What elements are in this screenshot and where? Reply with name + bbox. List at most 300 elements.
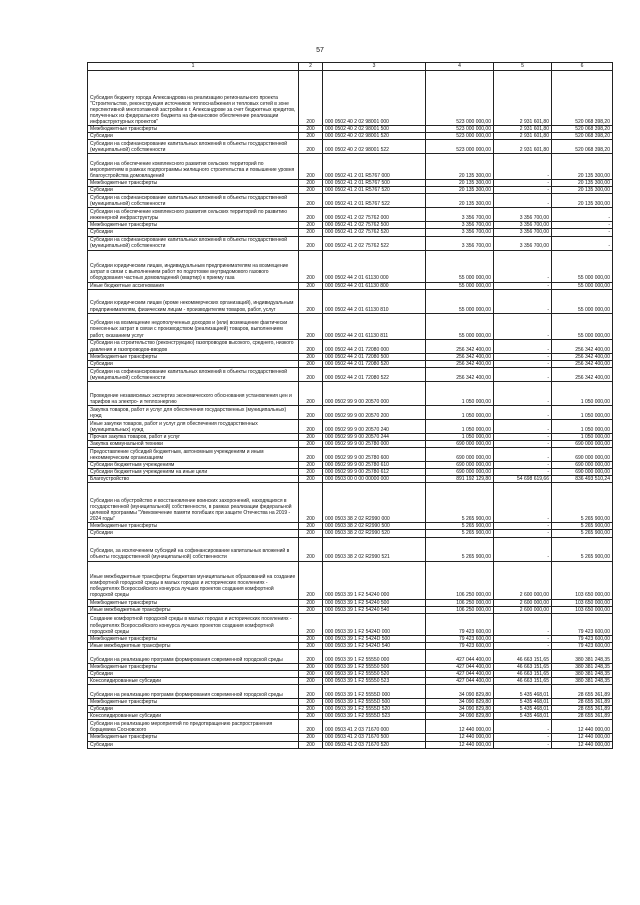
table-row	[88, 126, 613, 133]
row-budget-code: 000 0502 44 2 01 72080 000	[323, 339, 426, 353]
row-remaining-amount: 520 068 398,20	[552, 140, 613, 154]
row-remaining-amount: 690 000 000,00	[552, 462, 613, 469]
row-name: Субсидия бюджету города Александрова на реализацию регионального проекта "Строительство, реконструкция источников теплоснабжения и тепловых сетей в зоне перспективной многоэтажной застройки в г. Александрове за счет бюджетных кредитов, полученных из федерального бюджета на финансовое обеспечение реализации инфраструктурных проектов"	[88, 71, 299, 126]
row-approved-amount: 1 050 000,00	[426, 405, 494, 419]
row-grbs-code: 200	[299, 236, 323, 250]
row-grbs-code: 200	[299, 405, 323, 419]
row-budget-code: 000 0502 99 9 00 20570 000	[323, 381, 426, 405]
row-grbs-code: 200	[299, 194, 323, 208]
row-grbs-code: 200	[299, 706, 323, 713]
table-row	[88, 670, 613, 677]
row-budget-code: 000 0503 39 1 F2 5555D 523	[323, 713, 426, 720]
table-row	[88, 537, 613, 561]
row-approved-amount: 5 265 900,00	[426, 523, 494, 530]
row-budget-code: 000 0502 99 9 00 25780 600	[323, 448, 426, 462]
row-grbs-code: 200	[299, 360, 323, 367]
row-name: Проведение независимых экспертиз экономического обоснования установления цен и тарифов на электро- и теплоэнергию	[88, 381, 299, 405]
row-approved-amount: 55 000 000,00	[426, 289, 494, 313]
row-budget-code: 000 0502 44 2 01 72080 522	[323, 367, 426, 381]
row-remaining-amount: 836 493 510,24	[552, 476, 613, 483]
row-grbs-code: 200	[299, 187, 323, 194]
row-approved-amount: 523 000 000,00	[426, 71, 494, 126]
table-row	[88, 685, 613, 699]
row-grbs-code: 200	[299, 649, 323, 663]
row-remaining-amount: 20 135 300,00	[552, 180, 613, 187]
table-row	[88, 367, 613, 381]
row-budget-code: 000 0502 44 2 01 72080 520	[323, 360, 426, 367]
row-budget-code: 000 0502 40 2 02 98001 522	[323, 140, 426, 154]
row-executed-amount: -	[494, 741, 552, 748]
table-row	[88, 133, 613, 140]
row-executed-amount: -	[494, 530, 552, 537]
row-name: Субсидии на реализацию программ формирования современной городской среды	[88, 685, 299, 699]
row-remaining-amount: 55 000 000,00	[552, 282, 613, 289]
row-budget-code: 000 0502 99 9 00 25780 612	[323, 469, 426, 476]
row-budget-code: 000 0503 39 1 F2 5424D 540	[323, 642, 426, 649]
row-remaining-amount: 12 440 000,00	[552, 741, 613, 748]
row-name: Субсидии на софинансирование капитальных вложений в объекты государственной (муниципальной) собственности	[88, 367, 299, 381]
row-grbs-code: 200	[299, 530, 323, 537]
row-approved-amount: 79 423 600,00	[426, 613, 494, 635]
row-name: Межбюджетные трансферты	[88, 599, 299, 606]
table-row	[88, 706, 613, 713]
row-name: Субсидии	[88, 229, 299, 236]
row-name: Субсидии	[88, 741, 299, 748]
row-name: Создание комфортной городской среды в малых городах и исторических поселениях - победителях Всероссийского конкурса лучших проектов создания комфортной городской среды	[88, 613, 299, 635]
row-executed-amount: 2 931 601,80	[494, 71, 552, 126]
row-remaining-amount: 520 068 398,20	[552, 126, 613, 133]
row-executed-amount: -	[494, 180, 552, 187]
table-row	[88, 208, 613, 222]
header-col-5: 5	[494, 63, 552, 71]
row-remaining-amount: 20 135 300,00	[552, 154, 613, 180]
row-budget-code: 000 0502 99 9 00 25780 610	[323, 462, 426, 469]
row-budget-code: 000 0502 41 2 01 R5767 000	[323, 154, 426, 180]
row-name: Благоустройство	[88, 476, 299, 483]
table-row	[88, 433, 613, 440]
row-name: Иные межбюджетные трансферты	[88, 606, 299, 613]
row-name: Предоставление субсидий бюджетным, автономным учреждениям и иным некоммерческим организациям	[88, 448, 299, 462]
row-approved-amount: 55 000 000,00	[426, 282, 494, 289]
row-remaining-amount: 690 000 000,00	[552, 448, 613, 462]
row-budget-code: 000 0503 39 1 F2 5555D 520	[323, 706, 426, 713]
row-budget-code: 000 0503 41 2 03 71670 500	[323, 734, 426, 741]
table-row	[88, 360, 613, 367]
row-executed-amount: 46 663 151,65	[494, 649, 552, 663]
row-grbs-code: 200	[299, 71, 323, 126]
table-row	[88, 448, 613, 462]
table-row	[88, 713, 613, 720]
row-name: Межбюджетные трансферты	[88, 663, 299, 670]
row-grbs-code: 200	[299, 561, 323, 599]
row-remaining-amount: 28 655 361,89	[552, 685, 613, 699]
table-row	[88, 187, 613, 194]
row-name: Субсидии на софинансирование капитальных вложений в объекты государственной (муниципальной) собственности	[88, 236, 299, 250]
row-approved-amount: 12 440 000,00	[426, 720, 494, 734]
row-approved-amount: 34 090 829,80	[426, 713, 494, 720]
row-remaining-amount: 20 135 300,00	[552, 194, 613, 208]
row-approved-amount: 12 440 000,00	[426, 741, 494, 748]
row-executed-amount: -	[494, 523, 552, 530]
row-grbs-code: 200	[299, 313, 323, 339]
row-executed-amount: -	[494, 194, 552, 208]
row-executed-amount: -	[494, 187, 552, 194]
row-executed-amount: 3 356 700,00	[494, 208, 552, 222]
row-name: Закупка товаров, работ и услуг для обеспечения государственных (муниципальных) нужд	[88, 405, 299, 419]
row-approved-amount: 3 356 700,00	[426, 229, 494, 236]
row-name: Иные межбюджетные трансферты	[88, 642, 299, 649]
row-budget-code: 000 0502 41 2 02 75762 000	[323, 208, 426, 222]
row-budget-code: 000 0502 44 2 01 61130 811	[323, 313, 426, 339]
row-grbs-code: 200	[299, 367, 323, 381]
row-remaining-amount: 28 655 361,89	[552, 706, 613, 713]
row-approved-amount: 891 192 129,80	[426, 476, 494, 483]
row-budget-code: 000 0503 39 1 F2 55550 000	[323, 649, 426, 663]
row-approved-amount: 690 000 000,00	[426, 440, 494, 447]
row-name: Межбюджетные трансферты	[88, 353, 299, 360]
row-executed-amount: -	[494, 537, 552, 561]
row-executed-amount: -	[494, 462, 552, 469]
row-executed-amount: -	[494, 313, 552, 339]
row-approved-amount: 20 135 300,00	[426, 194, 494, 208]
row-approved-amount: 690 000 000,00	[426, 469, 494, 476]
row-approved-amount: 20 135 300,00	[426, 154, 494, 180]
table-row	[88, 250, 613, 282]
row-name: Субсидии на реализацию мероприятий по предотвращению распространения борщевика Сосновского	[88, 720, 299, 734]
row-remaining-amount: 256 342 400,00	[552, 339, 613, 353]
table-row	[88, 720, 613, 734]
row-executed-amount: 2 931 601,80	[494, 133, 552, 140]
row-grbs-code: 200	[299, 523, 323, 530]
row-remaining-amount: 28 655 361,89	[552, 713, 613, 720]
row-budget-code: 000 0503 39 1 F2 54240 000	[323, 561, 426, 599]
row-executed-amount: -	[494, 483, 552, 523]
row-name: Субсидии бюджетным учреждениям на иные цели	[88, 469, 299, 476]
row-grbs-code: 200	[299, 419, 323, 433]
row-budget-code: 000 0503 39 1 F2 55550 500	[323, 663, 426, 670]
page-number: 57	[316, 47, 324, 54]
table-row	[88, 599, 613, 606]
row-approved-amount: 3 356 700,00	[426, 236, 494, 250]
row-remaining-amount: -	[552, 208, 613, 222]
row-approved-amount: 5 265 900,00	[426, 483, 494, 523]
budget-table	[87, 62, 613, 749]
row-executed-amount: 46 663 151,65	[494, 678, 552, 685]
row-approved-amount: 79 423 600,00	[426, 635, 494, 642]
row-budget-code: 000 0503 38 2 02 R2990 520	[323, 530, 426, 537]
row-approved-amount: 106 250 000,00	[426, 606, 494, 613]
row-approved-amount: 5 265 900,00	[426, 530, 494, 537]
row-remaining-amount: 1 050 000,00	[552, 405, 613, 419]
row-remaining-amount: 55 000 000,00	[552, 313, 613, 339]
row-name: Субсидии	[88, 670, 299, 677]
row-grbs-code: 200	[299, 537, 323, 561]
row-name: Субсидии	[88, 360, 299, 367]
row-approved-amount: 523 000 000,00	[426, 133, 494, 140]
row-remaining-amount: 256 342 400,00	[552, 353, 613, 360]
row-executed-amount: 46 663 151,65	[494, 670, 552, 677]
row-approved-amount: 3 356 700,00	[426, 208, 494, 222]
row-remaining-amount: 79 423 600,00	[552, 635, 613, 642]
table-row	[88, 313, 613, 339]
table-row	[88, 561, 613, 599]
row-budget-code: 000 0503 39 1 F2 5555D 500	[323, 699, 426, 706]
table-row	[88, 699, 613, 706]
row-remaining-amount: 103 650 000,00	[552, 561, 613, 599]
table-row	[88, 194, 613, 208]
row-grbs-code: 200	[299, 720, 323, 734]
row-name: Межбюджетные трансферты	[88, 126, 299, 133]
row-executed-amount: -	[494, 289, 552, 313]
row-grbs-code: 200	[299, 208, 323, 222]
row-name: Межбюджетные трансферты	[88, 734, 299, 741]
row-grbs-code: 200	[299, 440, 323, 447]
row-name: Субсидии, за исключением субсидий на софинансирование капитальных вложений в объекты государственной (муниципальной) собственности	[88, 537, 299, 561]
row-remaining-amount: 520 068 398,20	[552, 71, 613, 126]
table-row	[88, 180, 613, 187]
table-row	[88, 236, 613, 250]
row-remaining-amount: 55 000 000,00	[552, 250, 613, 282]
row-remaining-amount: 5 265 900,00	[552, 523, 613, 530]
table-row	[88, 613, 613, 635]
row-approved-amount: 34 090 829,80	[426, 685, 494, 699]
row-approved-amount: 20 135 300,00	[426, 180, 494, 187]
row-remaining-amount: 28 655 361,89	[552, 699, 613, 706]
row-budget-code: 000 0502 99 9 00 20570 200	[323, 405, 426, 419]
row-executed-amount: -	[494, 282, 552, 289]
table-row	[88, 282, 613, 289]
row-budget-code: 000 0502 44 2 01 72080 500	[323, 353, 426, 360]
row-approved-amount: 427 044 400,00	[426, 649, 494, 663]
table-row	[88, 678, 613, 685]
table-body	[88, 71, 613, 749]
row-executed-amount: 2 931 601,80	[494, 126, 552, 133]
row-name: Иные межбюджетные трансферты бюджетам муниципальных образований на создание комфортной городской среды в малых городах и исторических поселениях - победителях Всероссийского конкурса лучших проектов создания комфортной городской среды	[88, 561, 299, 599]
row-executed-amount: -	[494, 642, 552, 649]
row-grbs-code: 200	[299, 476, 323, 483]
row-budget-code: 000 0502 40 2 02 98001 500	[323, 126, 426, 133]
table-row	[88, 523, 613, 530]
row-executed-amount: -	[494, 440, 552, 447]
row-executed-amount: -	[494, 448, 552, 462]
row-approved-amount: 256 342 400,00	[426, 367, 494, 381]
row-budget-code: 000 0502 99 9 00 25780 000	[323, 440, 426, 447]
row-executed-amount: -	[494, 635, 552, 642]
row-approved-amount: 55 000 000,00	[426, 250, 494, 282]
table-row	[88, 663, 613, 670]
row-executed-amount: 46 663 151,65	[494, 663, 552, 670]
row-name: Субсидии	[88, 133, 299, 140]
row-remaining-amount: 520 068 398,20	[552, 133, 613, 140]
row-grbs-code: 200	[299, 250, 323, 282]
row-name: Иные закупки товаров, работ и услуг для обеспечения государственных (муниципальных) нужд	[88, 419, 299, 433]
row-name: Субсидии на возмещение недополученных доходов и (или) возмещение фактически понесенных затрат в связи с производством (реализацией) товаров, выполнением работ, оказанием услуг	[88, 313, 299, 339]
row-approved-amount: 523 000 000,00	[426, 126, 494, 133]
row-grbs-code: 200	[299, 222, 323, 229]
row-name: Прочая закупка товаров, работ и услуг	[88, 433, 299, 440]
row-grbs-code: 200	[299, 469, 323, 476]
row-approved-amount: 5 265 900,00	[426, 537, 494, 561]
row-grbs-code: 200	[299, 448, 323, 462]
table-row	[88, 339, 613, 353]
row-executed-amount: -	[494, 419, 552, 433]
row-name: Субсидии на строительство (реконструкцию) газопроводов высокого, среднего, низкого давления и газопроводов-вводов	[88, 339, 299, 353]
row-grbs-code: 200	[299, 613, 323, 635]
row-grbs-code: 200	[299, 734, 323, 741]
row-remaining-amount: 5 265 900,00	[552, 530, 613, 537]
row-grbs-code: 200	[299, 154, 323, 180]
row-executed-amount: -	[494, 405, 552, 419]
row-remaining-amount: 55 000 000,00	[552, 289, 613, 313]
row-executed-amount: 3 356 700,00	[494, 229, 552, 236]
row-budget-code: 000 0503 39 1 F2 55550 520	[323, 670, 426, 677]
row-approved-amount: 106 250 000,00	[426, 561, 494, 599]
row-remaining-amount: 1 050 000,00	[552, 433, 613, 440]
row-budget-code: 000 0502 41 2 02 75762 520	[323, 229, 426, 236]
row-remaining-amount: 1 050 000,00	[552, 419, 613, 433]
row-budget-code: 000 0503 39 1 F2 54240 500	[323, 599, 426, 606]
table-row	[88, 140, 613, 154]
row-grbs-code: 200	[299, 140, 323, 154]
row-remaining-amount: -	[552, 229, 613, 236]
table-row	[88, 154, 613, 180]
row-executed-amount: 54 698 619,66	[494, 476, 552, 483]
row-approved-amount: 523 000 000,00	[426, 140, 494, 154]
row-budget-code: 000 0502 44 2 01 61130 800	[323, 282, 426, 289]
row-approved-amount: 1 050 000,00	[426, 433, 494, 440]
row-grbs-code: 200	[299, 599, 323, 606]
header-col-2: 2	[299, 63, 323, 71]
row-remaining-amount: 256 342 400,00	[552, 367, 613, 381]
row-name: Субсидии на обеспечение комплексного развития сельских территорий по мероприятиям в рамках подпрограммы жилищного строительства и повышение уровня благоустройства домовладений	[88, 154, 299, 180]
row-budget-code: 000 0502 40 2 02 98001 520	[323, 133, 426, 140]
row-remaining-amount: 103 650 000,00	[552, 606, 613, 613]
row-name: Субсидии юридическим лицам (кроме некоммерческих организаций), индивидуальным предпринимателям, физическим лицам - производителям товаров, работ, услуг	[88, 289, 299, 313]
row-name: Субсидии юридическим лицам, индивидуальным предпринимателям на возмещение затрат в связи с выполнением работ по подготовке внутридомового газового оборудования частных домовладений (квартир) к приему газа	[88, 250, 299, 282]
row-name: Закупка коммунальной техники	[88, 440, 299, 447]
row-executed-amount: 3 356 700,00	[494, 236, 552, 250]
row-name: Субсидии	[88, 187, 299, 194]
row-remaining-amount: 690 000 000,00	[552, 469, 613, 476]
row-approved-amount: 55 000 000,00	[426, 313, 494, 339]
row-budget-code: 000 0502 99 9 00 20570 244	[323, 433, 426, 440]
row-name: Субсидии	[88, 706, 299, 713]
row-budget-code: 000 0503 39 1 F2 54240 540	[323, 606, 426, 613]
row-name: Межбюджетные трансферты	[88, 180, 299, 187]
row-grbs-code: 200	[299, 635, 323, 642]
row-executed-amount: -	[494, 367, 552, 381]
table-row	[88, 440, 613, 447]
row-budget-code: 000 0502 44 2 01 61130 000	[323, 250, 426, 282]
row-approved-amount: 256 342 400,00	[426, 339, 494, 353]
row-grbs-code: 200	[299, 462, 323, 469]
row-remaining-amount: 380 381 248,35	[552, 670, 613, 677]
row-grbs-code: 200	[299, 133, 323, 140]
table-row	[88, 381, 613, 405]
row-approved-amount: 1 050 000,00	[426, 381, 494, 405]
row-budget-code: 000 0503 00 0 00 00000 000	[323, 476, 426, 483]
table-row	[88, 222, 613, 229]
table-row	[88, 476, 613, 483]
row-budget-code: 000 0502 99 9 00 20570 240	[323, 419, 426, 433]
row-remaining-amount: 12 440 000,00	[552, 720, 613, 734]
row-executed-amount: -	[494, 353, 552, 360]
row-grbs-code: 200	[299, 663, 323, 670]
row-grbs-code: 200	[299, 685, 323, 699]
table-row	[88, 483, 613, 523]
row-approved-amount: 106 250 000,00	[426, 599, 494, 606]
row-executed-amount: 5 435 468,01	[494, 685, 552, 699]
row-approved-amount: 690 000 000,00	[426, 448, 494, 462]
row-approved-amount: 34 090 829,80	[426, 699, 494, 706]
row-remaining-amount: 79 423 600,00	[552, 642, 613, 649]
row-budget-code: 000 0502 40 2 02 98001 000	[323, 71, 426, 126]
row-approved-amount: 79 423 600,00	[426, 642, 494, 649]
row-approved-amount: 427 044 400,00	[426, 663, 494, 670]
row-name: Субсидии на реализацию программ формирования современной городской среды	[88, 649, 299, 663]
row-budget-code: 000 0503 38 2 02 R2990 000	[323, 483, 426, 523]
row-grbs-code: 200	[299, 353, 323, 360]
row-budget-code: 000 0503 38 2 02 R2990 521	[323, 537, 426, 561]
row-remaining-amount: -	[552, 236, 613, 250]
header-col-3: 3	[323, 63, 426, 71]
row-remaining-amount: 380 381 248,35	[552, 663, 613, 670]
row-remaining-amount: 380 381 248,35	[552, 649, 613, 663]
row-grbs-code: 200	[299, 282, 323, 289]
row-grbs-code: 200	[299, 642, 323, 649]
row-budget-code: 000 0502 41 2 01 R5767 520	[323, 187, 426, 194]
table-row	[88, 353, 613, 360]
row-executed-amount: 2 600 000,00	[494, 599, 552, 606]
row-name: Субсидии	[88, 530, 299, 537]
row-approved-amount: 427 044 400,00	[426, 678, 494, 685]
header-col-6: 6	[552, 63, 613, 71]
row-name: Субсидии на софинансирование капитальных вложений в объекты государственной (муниципальной) собственности	[88, 194, 299, 208]
row-grbs-code: 200	[299, 339, 323, 353]
row-name: Межбюджетные трансферты	[88, 635, 299, 642]
row-grbs-code: 200	[299, 670, 323, 677]
row-grbs-code: 200	[299, 678, 323, 685]
row-budget-code: 000 0503 41 2 03 71670 000	[323, 720, 426, 734]
row-remaining-amount: 256 342 400,00	[552, 360, 613, 367]
row-budget-code: 000 0503 39 1 F2 55550 523	[323, 678, 426, 685]
table-row	[88, 229, 613, 236]
row-executed-amount: -	[494, 613, 552, 635]
row-name: Иные бюджетные ассигнования	[88, 282, 299, 289]
table-row	[88, 462, 613, 469]
row-grbs-code: 200	[299, 483, 323, 523]
table-row	[88, 71, 613, 126]
row-budget-code: 000 0503 38 2 02 R2990 500	[323, 523, 426, 530]
header-col-1: 1	[88, 63, 299, 71]
row-grbs-code: 200	[299, 606, 323, 613]
row-executed-amount: -	[494, 381, 552, 405]
table-row	[88, 642, 613, 649]
row-name: Субсидии на обеспечение комплексного развития сельских территорий по развитию инженерной инфраструктуры	[88, 208, 299, 222]
row-grbs-code: 200	[299, 229, 323, 236]
row-remaining-amount: 1 050 000,00	[552, 381, 613, 405]
table-row	[88, 606, 613, 613]
row-name: Межбюджетные трансферты	[88, 699, 299, 706]
row-grbs-code: 200	[299, 381, 323, 405]
row-approved-amount: 256 342 400,00	[426, 360, 494, 367]
row-remaining-amount: 12 440 000,00	[552, 734, 613, 741]
row-grbs-code: 200	[299, 289, 323, 313]
row-executed-amount: 5 435 468,01	[494, 713, 552, 720]
row-executed-amount: -	[494, 250, 552, 282]
row-remaining-amount: 103 650 000,00	[552, 599, 613, 606]
header-col-4: 4	[426, 63, 494, 71]
